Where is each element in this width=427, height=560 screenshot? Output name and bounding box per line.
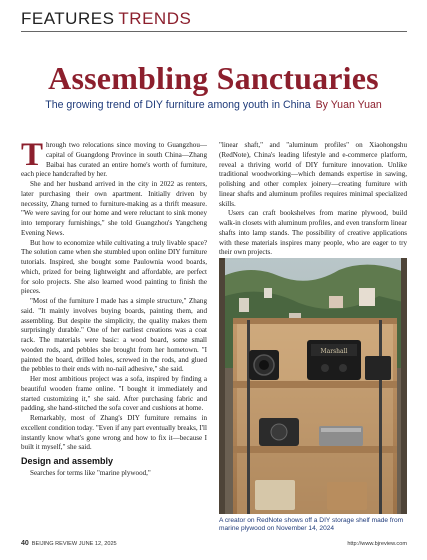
subsection-label: TRENDS — [118, 9, 192, 28]
drop-cap: T — [21, 137, 44, 173]
shelf-photo-illustration — [219, 258, 407, 514]
marshall-logo-text: Marshall — [320, 348, 348, 355]
paragraph: Through two relocations since moving to Guangzhou—capital of Guangdong Province in south China—Zhang Baibai has curated an entire home's worth of furniture, each piece handcrafted by her. — [21, 137, 207, 179]
paragraph: "linear shaft," and "aluminum profiles" on Xiaohongshu (RedNote), China's leading lifestyle and e-commerce platform, reveal a thriving world of DIY furniture innovation. Unlike traditional woodworking—which demands expertise in sawing, polishing and other complex joinery—creating furniture with linear shafts and aluminum profiles requires minimal specialized skills. — [219, 141, 407, 208]
issue-info: BEIJING REVIEW JUNE 12, 2025 — [31, 541, 117, 547]
byline: By Yuan Yuan — [315, 99, 382, 111]
column-left — [21, 137, 207, 479]
page-number: 40 — [21, 540, 29, 547]
article-photo — [219, 258, 407, 514]
header-rule — [21, 31, 407, 32]
paragraph: "Most of the furniture I made has a simple structure," Zhang said. "It mainly involves buying boards, painting them, and assembling. But despite the simplicity, the quality makes them surprisingly durable." One of her earliest creations was a coat rack. The materials were basic: a wood board, some small wooden rods, and pebbles she brought from her hometown. "I painted the board, drilled holes, screwed in the rods, and glued the pebbles to their ends with no-nail adhesive," she said. — [21, 297, 207, 374]
paragraph: Her most ambitious project was a sofa, inspired by finding a beautiful wooden frame online. "I bought it immediately and started customizing it," she said. After purchasing fabric and padding, she hand-stitched the sofa cover and cushions at home. — [21, 375, 207, 413]
section-header — [21, 9, 407, 31]
website-url[interactable]: http://www.bjreview.com — [347, 541, 407, 547]
article-subtitle — [0, 99, 427, 111]
subtitle-text: The growing trend of DIY furniture among youth in China — [45, 99, 311, 111]
paragraph: But how to economize while cultivating a truly livable space? The solution came when she stumbled upon online DIY furniture tutorials. Inspired, she bought some Paulownia wood boards, which, prized for being lightweight and affordable, are perfect for solo projects. She also learned wood painting to finish the pieces. — [21, 238, 207, 296]
paragraph: Searches for terms like "marine plywood," — [30, 468, 151, 477]
article-title: Assembling Sanctuaries — [48, 60, 379, 96]
section-label: FEATURES — [21, 9, 115, 28]
paragraph: She and her husband arrived in the city in 2022 as renters, later purchasing their own apartment. Initially driven by necessity, Zhang turned to furniture-making as a thrift measure. "We were saving for our home and were reluctant to sink money into temporary furnishings," she told Guangzhou's Yangcheng Evening News. — [21, 180, 207, 237]
page-footer — [21, 540, 407, 552]
photo-caption: A creator on RedNote shows off a DIY storage shelf made from marine plywood on November 14, 2024 — [219, 517, 404, 533]
subheading: Design and assembly — [21, 456, 114, 466]
paragraph: Remarkably, most of Zhang's DIY furniture remains in excellent condition today. "Even if any part eventually breaks, I'll instantly know what's gone wrong and how to fix it—because I built it myself," she said. — [21, 414, 207, 452]
paragraph: Users can craft bookshelves from marine plywood, build walk-in closets with aluminum profiles, and even transform linear shafts into lamp stands. The possibility of creative applications with these materials inspires many people, who are eager to try their own projects. — [219, 209, 407, 257]
